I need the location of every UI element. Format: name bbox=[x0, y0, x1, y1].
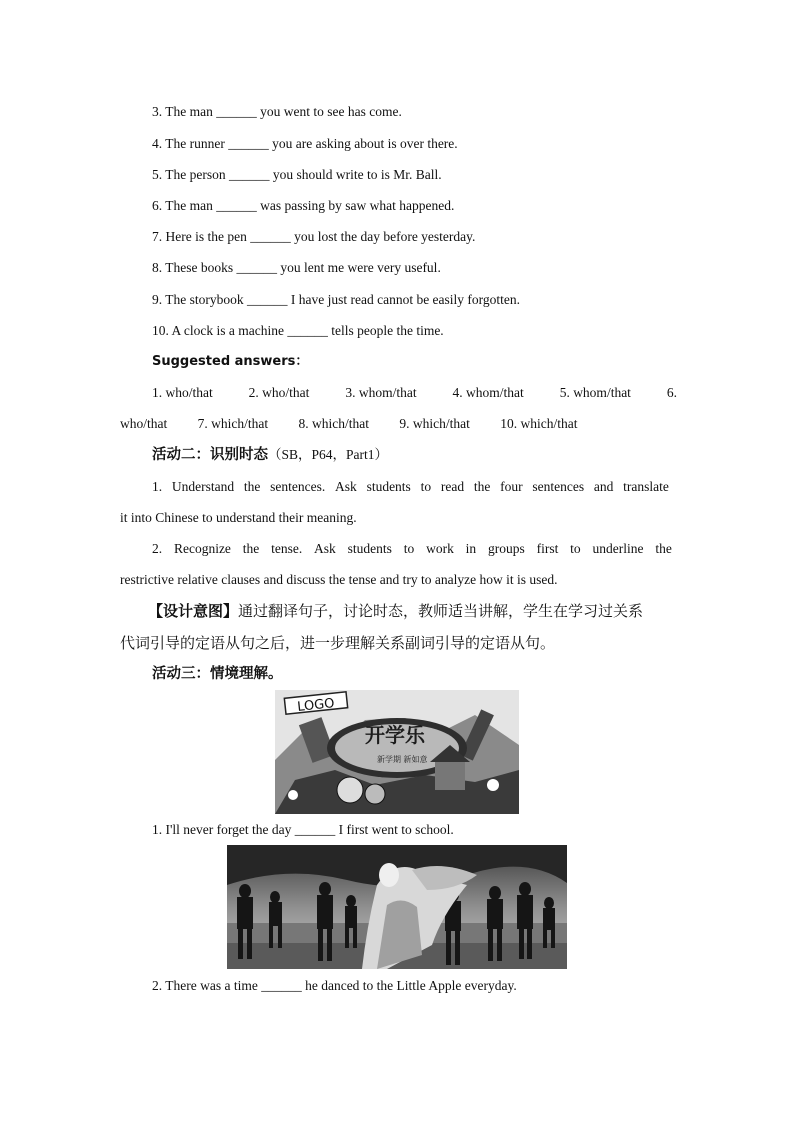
exercise-3: 3. The man ______ you went to see has come. bbox=[152, 104, 402, 119]
activity2-p1-line1: 1. Understand the sentences. Ask students to read the four sentences and translate bbox=[152, 479, 669, 494]
school-banner-image bbox=[275, 690, 519, 814]
answers-row-1 bbox=[152, 384, 677, 402]
activity2-p2-line1: 2. Recognize the tense. Ask students to work in groups first to underline the bbox=[152, 541, 672, 556]
design-intent-line1 bbox=[148, 602, 643, 620]
banner-title-text: 开学乐 bbox=[365, 723, 425, 747]
answer-item: 7. which/that bbox=[197, 416, 269, 431]
banner-logo-text: LOGO bbox=[296, 696, 336, 715]
activity3-sentence-2: 2. There was a time ______ he danced to the Little Apple everyday. bbox=[152, 978, 517, 993]
exercise-9: 9. The storybook ______ I have just read cannot be easily forgotten. bbox=[152, 292, 521, 307]
answers-heading: Suggested answers： bbox=[152, 354, 309, 369]
banner-subtitle-text: 新学期 新如意 bbox=[377, 755, 428, 764]
design-intent-tag: 【设计意图】 bbox=[148, 602, 239, 620]
activity2-p2-line2: restrictive relative clauses and discuss the tense and try to analyze how it is used. bbox=[120, 572, 558, 587]
activity2-heading: 活动二：识别时态 bbox=[152, 447, 268, 463]
activity2-p1-line2: it into Chinese to understand their meaning. bbox=[120, 510, 357, 525]
answer-item: 3. whom/that bbox=[345, 385, 417, 400]
answer-item: 4. whom/that bbox=[452, 385, 524, 400]
dance-photo-image bbox=[227, 845, 567, 969]
answer-item: 8. which/that bbox=[298, 416, 369, 431]
answer-item: 9. which/that bbox=[399, 416, 470, 431]
exercise-10: 10. A clock is a machine ______ tells people the time. bbox=[152, 323, 444, 338]
exercise-6: 6. The man ______ was passing by saw what happened. bbox=[152, 198, 455, 213]
answer-item: 5. whom/that bbox=[559, 385, 631, 400]
answer-item: 6. bbox=[666, 385, 677, 400]
answer-item: 1. who/that bbox=[152, 385, 213, 400]
exercise-5: 5. The person ______ you should write to is Mr. Ball. bbox=[152, 167, 442, 182]
activity3-sentence-1: 1. I'll never forget the day ______ I first went to school. bbox=[152, 822, 454, 837]
design-intent-line2: 代词引导的定语从句之后，进一步理解关系副词引导的定语从句。 bbox=[120, 634, 556, 652]
answer-item: 2. who/that bbox=[248, 385, 310, 400]
answer-item: 10. which/that bbox=[500, 416, 578, 431]
exercise-8: 8. These books ______ you lent me were very useful. bbox=[152, 260, 441, 275]
answers-row-2 bbox=[120, 415, 578, 433]
design-intent-text: 通过翻译句子，讨论时态，教师适当讲解，学生在学习过关系 bbox=[238, 602, 644, 620]
activity2-ref: （SB，P64，Part1） bbox=[268, 447, 389, 462]
activity2-heading-line bbox=[152, 446, 388, 464]
activity3-heading: 活动三：情境理解。 bbox=[152, 666, 283, 682]
answer-item: who/that bbox=[120, 416, 168, 431]
exercise-7: 7. Here is the pen ______ you lost the day before yesterday. bbox=[152, 229, 476, 244]
exercise-4: 4. The runner ______ you are asking about is over there. bbox=[152, 136, 458, 151]
